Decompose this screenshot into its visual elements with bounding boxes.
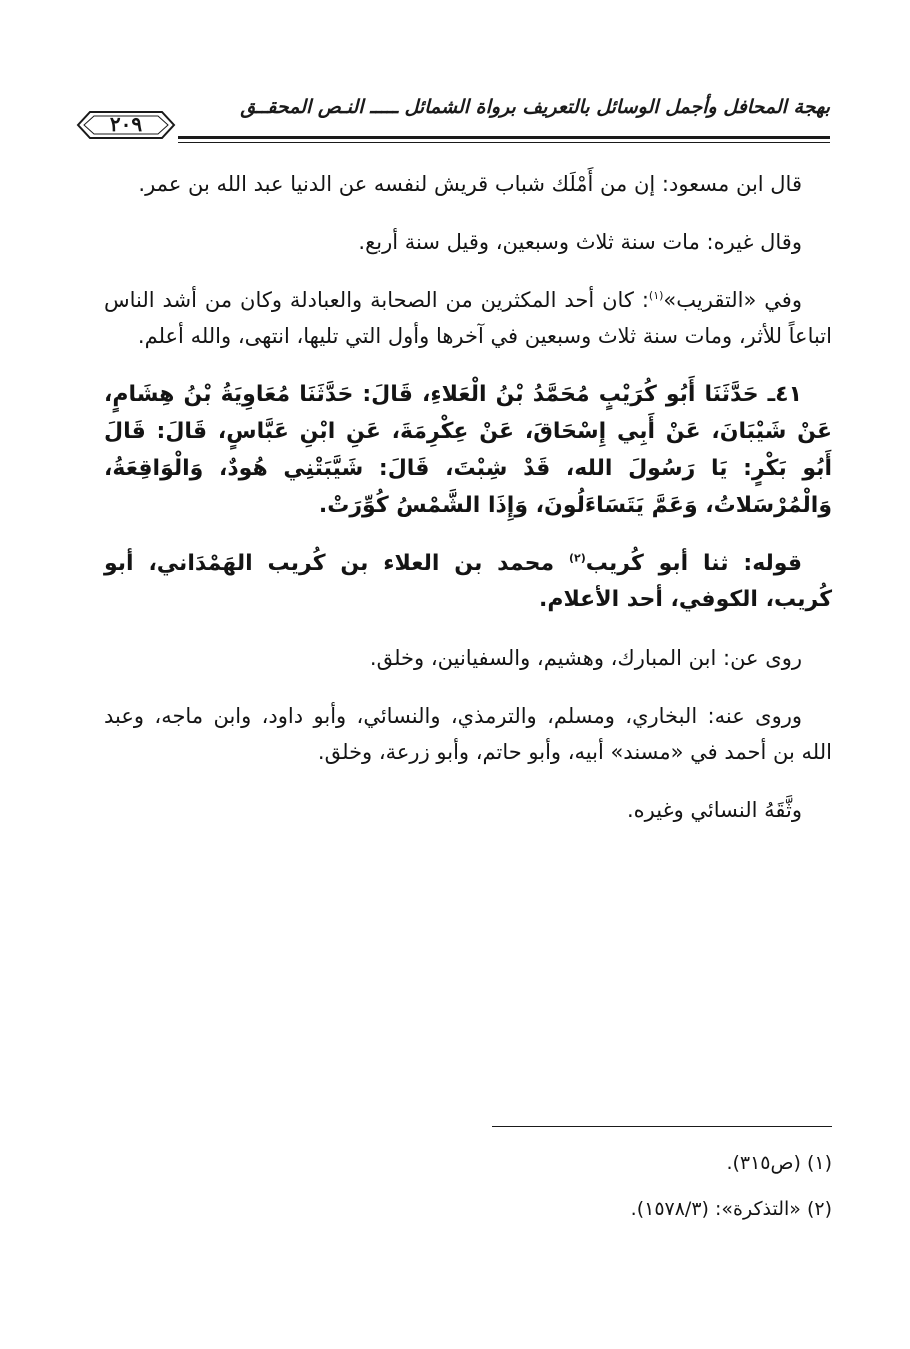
taqrib-text: كان أحد المكثرين من الصحابة والعبادلة وكان من أشد الناس اتباعاً للأثر، ومات سنة ثلاث وسبعين في آخرها وأول التي تليها، انتهى، والله أعلم.	[104, 288, 832, 348]
footnote-ref-2: (٢)	[568, 551, 586, 565]
paragraph-death-year: وقال غيره: مات سنة ثلاث وسبعين، وقيل سنة أربع.	[358, 230, 802, 254]
paragraph-narrated-by: وروى عنه: البخاري، ومسلم، والترمذي، والنسائي، وأبو داود، وابن ماجه، وعبد الله بن أحمد في «مسند» أبيه، وأبو حاتم، وأبو زرعة، وخلق.	[104, 704, 832, 764]
footnotes	[104, 1140, 832, 1232]
header-rule-thin	[178, 142, 830, 143]
taqrib-colon: :	[633, 288, 649, 312]
paragraph-abu-kurayb	[104, 546, 832, 618]
abu-kurayb-lead: قوله: ثنا أبو كُريب	[585, 551, 802, 576]
page-number: ٢٠٩	[109, 112, 143, 136]
paragraph-narrated-from: روى عن: ابن المبارك، وهشيم، والسفيانين، وخلق.	[369, 646, 802, 670]
paragraph-tawthiq: وثَّقَهُ النسائي وغيره.	[627, 798, 802, 822]
footnote-1: (١) (ص٣١٥).	[726, 1152, 832, 1174]
footnote-2: (٢) «التذكرة»: (١٥٧٨/٣).	[630, 1198, 832, 1220]
taqrib-lead: وفي «التقريب»	[663, 288, 802, 312]
abu-kurayb-space	[554, 551, 569, 576]
page-number-badge	[76, 110, 176, 140]
main-text	[104, 166, 832, 850]
footnote-ref-1: (١)	[648, 289, 664, 302]
running-header-title: بهجة المحافل وأجمل الوسائل بالتعريف برواة الشمائل ـــــ النـص المحقــق	[240, 96, 830, 118]
hadith-41: ٤١ـ حَدَّثَنَا أَبُو كُرَيْبٍ مُحَمَّدُ بْنُ الْعَلاءِ، قَالَ: حَدَّثَنَا مُعَاوِيَةُ بْنُ هِشَامٍ، عَنْ شَيْبَانَ، عَنْ أَبِي إِسْحَاقَ، عَنْ عِكْرِمَةَ، عَنِ ابْنِ عَبَّاسٍ، قَالَ: قَالَ أَبُو بَكْرٍ: يَا رَسُولَ الله، قَدْ شِبْتَ، قَالَ: شَيَّبَتْنِي هُودٌ، وَالْوَاقِعَةُ، وَالْمُرْسَلاتُ، وَعَمَّ يَتَسَاءَلُونَ، وَإِذَا الشَّمْسُ كُوِّرَتْ.	[104, 382, 832, 518]
running-header	[70, 92, 830, 152]
paragraph-ibn-masud: قال ابن مسعود: إن من أَمْلَك شباب قريش لنفسه عن الدنيا عبد الله بن عمر.	[138, 172, 802, 196]
paragraph-taqrib	[104, 282, 832, 354]
abu-kurayb-text: محمد بن العلاء بن كُريب الهَمْدَاني، أبو كُريب، الكوفي، أحد الأعلام.	[104, 551, 832, 612]
header-rule-thick	[178, 136, 830, 139]
footnote-separator	[492, 1126, 832, 1127]
